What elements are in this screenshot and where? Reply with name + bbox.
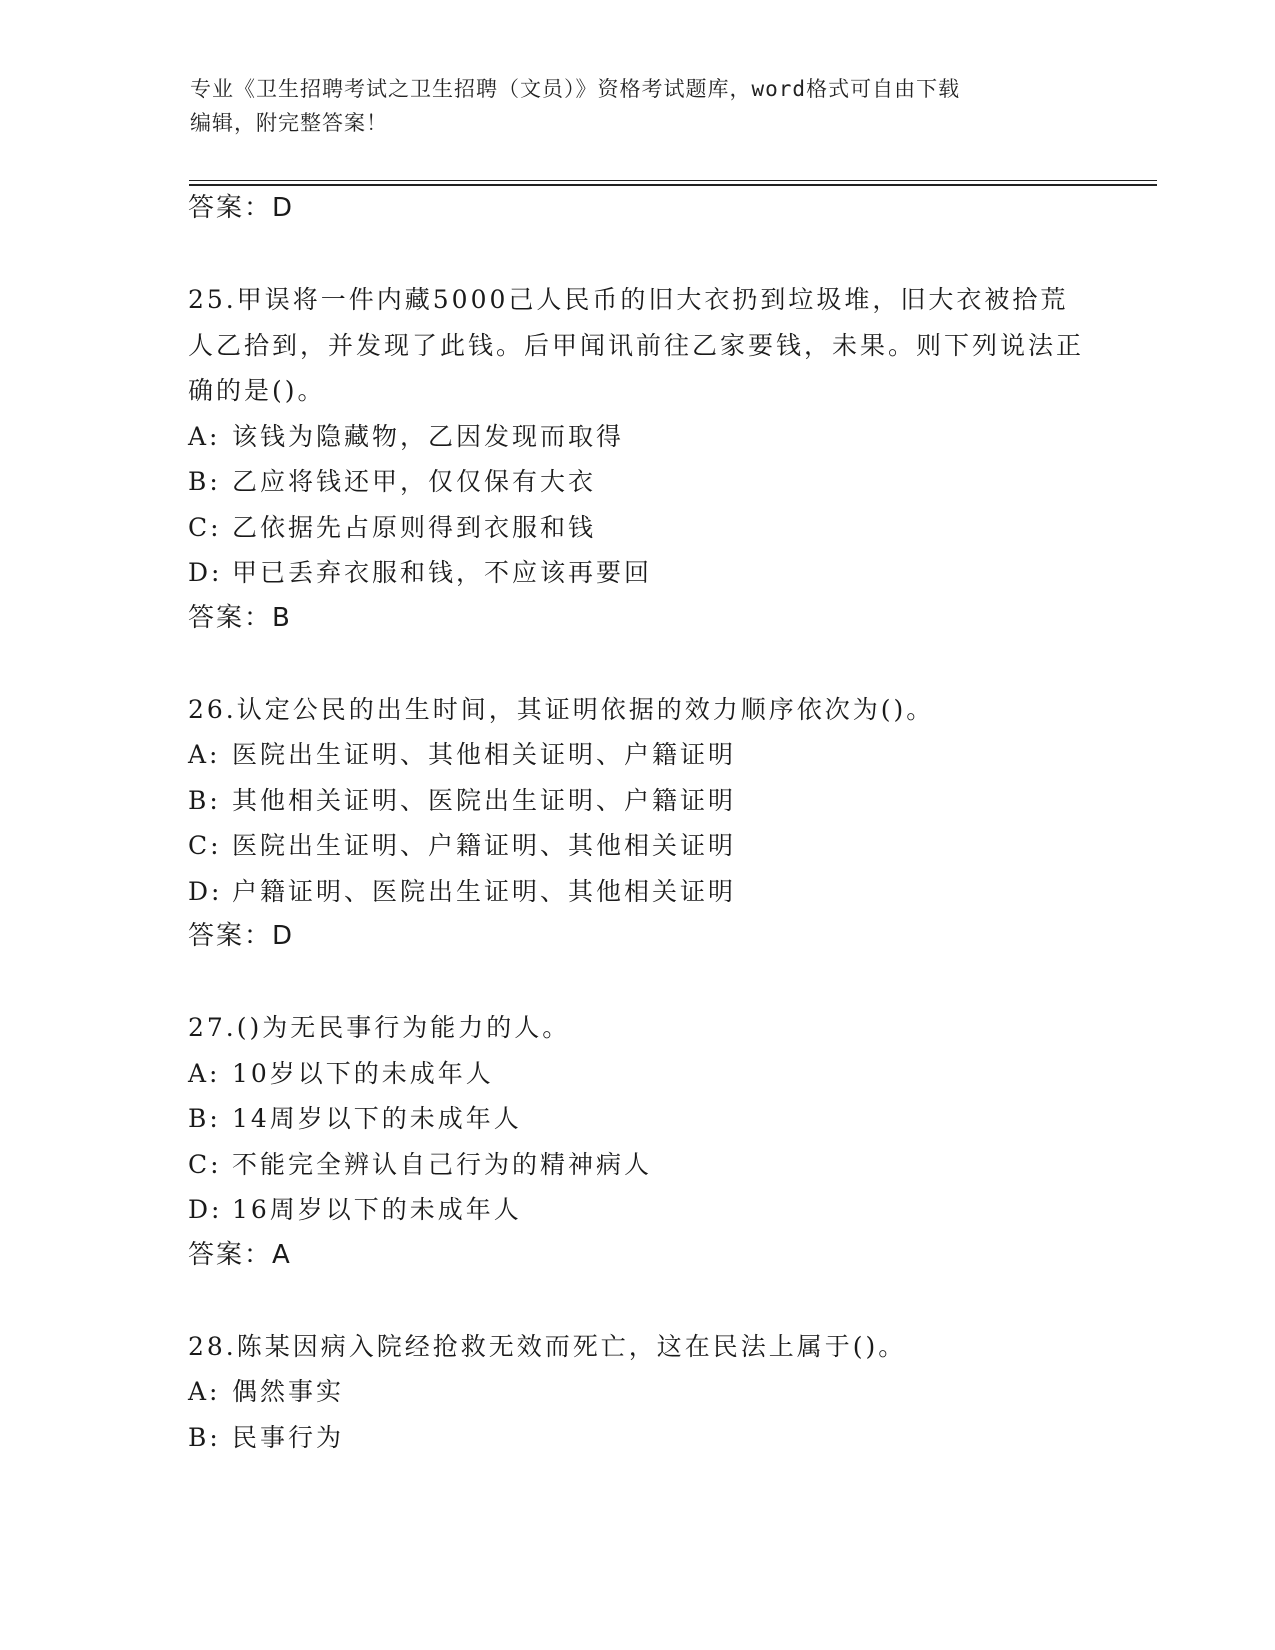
option-text: 其他相关证明、医院出生证明、户籍证明 bbox=[232, 785, 737, 815]
option-b bbox=[188, 778, 1088, 824]
option-text: 乙应将钱还甲，仅仅保有大衣 bbox=[232, 467, 597, 496]
option-key: D: bbox=[188, 558, 223, 587]
option-d bbox=[188, 550, 1088, 596]
option-key: B: bbox=[188, 1104, 221, 1133]
option-text: 乙依据先占原则得到衣服和钱 bbox=[232, 512, 597, 542]
option-text: 甲已丢弃衣服和钱，不应该再要回 bbox=[232, 558, 653, 587]
header-line-2: 编辑，附完整答案！ bbox=[190, 111, 388, 135]
option-a bbox=[188, 414, 1088, 460]
option-key: C: bbox=[188, 831, 222, 860]
question-27 bbox=[188, 1005, 1088, 1278]
question-26 bbox=[188, 687, 1088, 960]
header-divider-thin bbox=[189, 180, 1157, 181]
option-d bbox=[188, 1187, 1088, 1233]
option-key: A: bbox=[188, 1377, 221, 1406]
option-text: 不能完全辨认自己行为的精神病人 bbox=[232, 1149, 653, 1179]
answer-line: 答案：D bbox=[188, 921, 295, 951]
option-key: D: bbox=[188, 1195, 223, 1224]
option-key: A: bbox=[188, 1058, 221, 1088]
option-text: 民事行为 bbox=[232, 1422, 345, 1452]
question-25 bbox=[188, 277, 1088, 641]
option-key: B: bbox=[188, 1422, 221, 1452]
option-c bbox=[188, 505, 1088, 551]
header-line-1: 专业《卫生招聘考试之卫生招聘（文员）》资格考试题库，word格式可自由下载 bbox=[190, 77, 961, 101]
question-stem: 25.甲误将一件内藏5000己人民币的旧大衣扔到垃圾堆，旧大衣被拾荒人乙拾到，并发现了此钱。后甲闻讯前往乙家要钱，未果。则下列说法正确的是()。 bbox=[188, 285, 1085, 405]
option-b bbox=[188, 1096, 1088, 1142]
option-b bbox=[188, 1415, 1088, 1461]
option-a bbox=[188, 1051, 1088, 1097]
option-text: 医院出生证明、户籍证明、其他相关证明 bbox=[232, 831, 737, 860]
option-c bbox=[188, 1142, 1088, 1188]
document-header bbox=[190, 72, 1090, 140]
option-key: B: bbox=[188, 467, 221, 496]
question-stem: 28.陈某因病入院经抢救无效而死亡，这在民法上属于()。 bbox=[188, 1331, 907, 1361]
option-text: 该钱为隐藏物，乙因发现而取得 bbox=[232, 421, 625, 451]
question-stem: 27.()为无民事行为能力的人。 bbox=[188, 1013, 571, 1042]
question-list bbox=[188, 186, 1088, 1460]
option-text: 14周岁以下的未成年人 bbox=[232, 1104, 522, 1133]
option-key: B: bbox=[188, 785, 221, 815]
option-d bbox=[188, 869, 1088, 915]
option-a bbox=[188, 1369, 1088, 1415]
answer-line: 答案：B bbox=[188, 602, 292, 633]
option-key: D: bbox=[188, 876, 223, 906]
option-text: 16周岁以下的未成年人 bbox=[232, 1195, 522, 1224]
option-a bbox=[188, 732, 1088, 778]
answer-line: 答案：D bbox=[188, 193, 295, 223]
answer-line: 答案：A bbox=[188, 1239, 292, 1270]
option-text: 户籍证明、医院出生证明、其他相关证明 bbox=[232, 876, 737, 906]
option-key: A: bbox=[188, 421, 221, 451]
option-text: 医院出生证明、其他相关证明、户籍证明 bbox=[232, 740, 737, 769]
option-key: C: bbox=[188, 512, 222, 542]
option-b bbox=[188, 459, 1088, 505]
option-c bbox=[188, 823, 1088, 869]
question-28 bbox=[188, 1324, 1088, 1461]
option-text: 偶然事实 bbox=[232, 1377, 345, 1406]
option-key: A: bbox=[188, 740, 221, 769]
option-key: C: bbox=[188, 1149, 222, 1179]
question-stem: 26.认定公民的出生时间，其证明依据的效力顺序依次为()。 bbox=[188, 694, 935, 724]
option-text: 10岁以下的未成年人 bbox=[232, 1058, 494, 1088]
